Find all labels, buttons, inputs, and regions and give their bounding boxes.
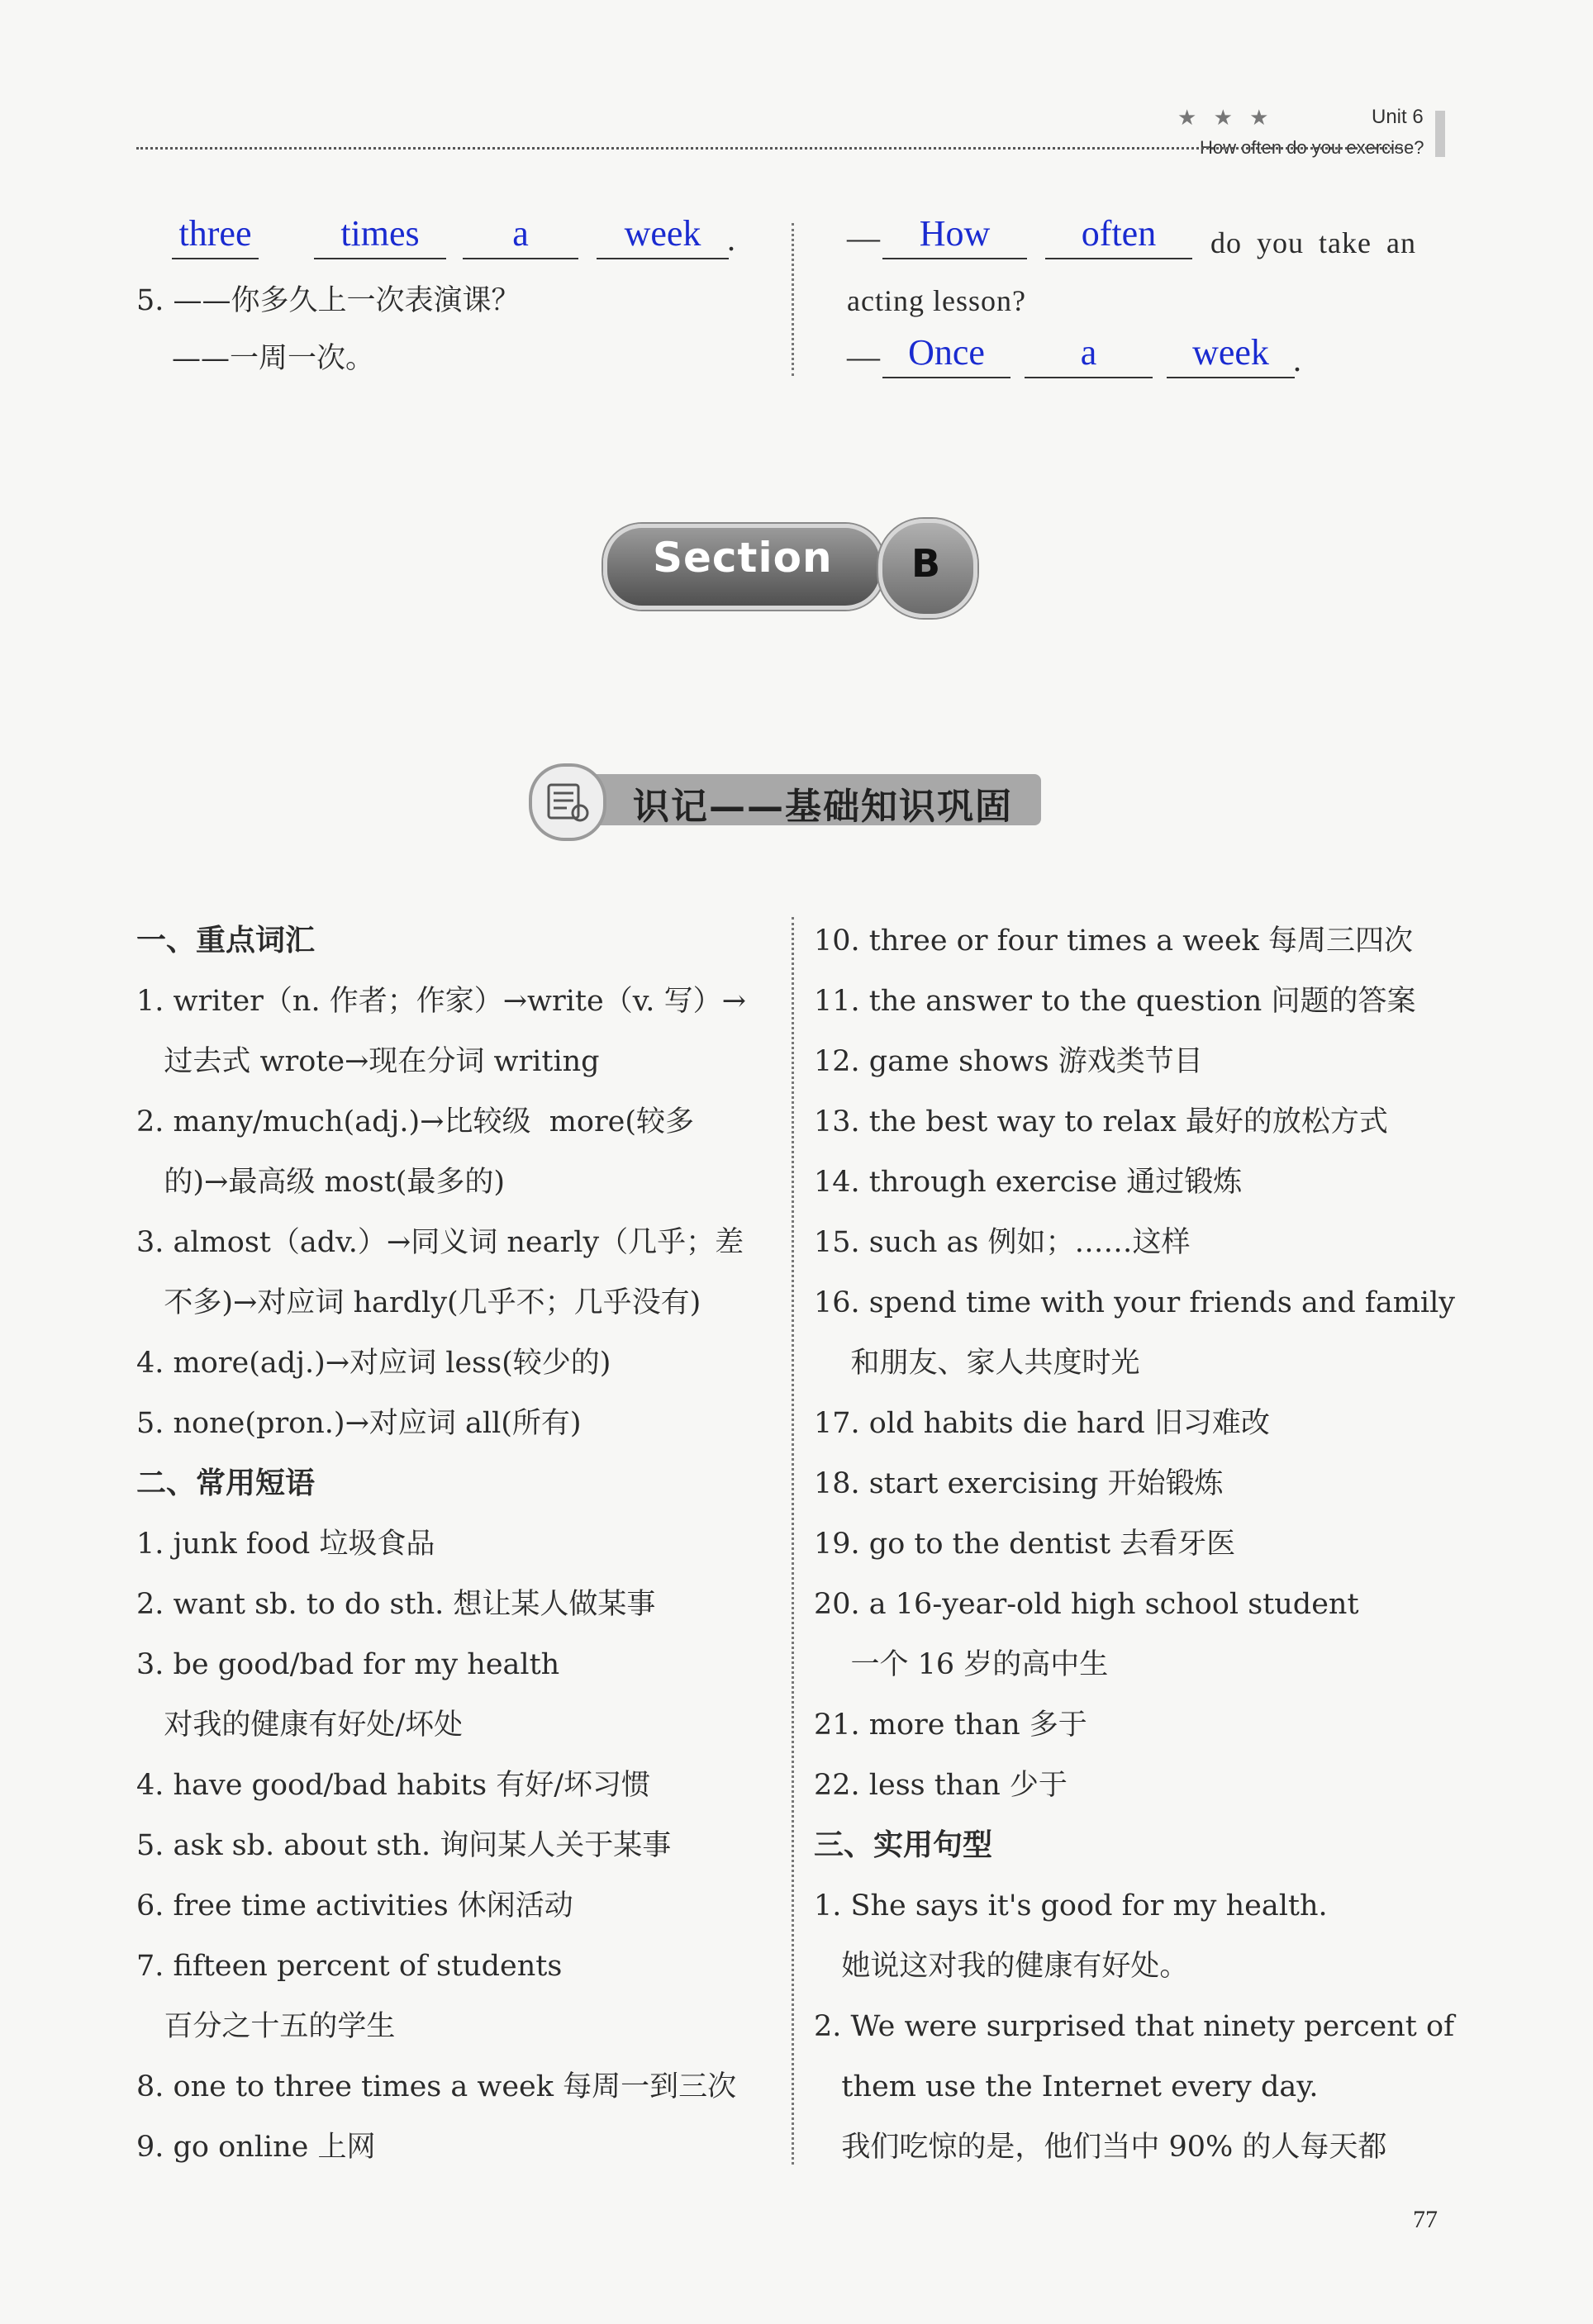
list-item: 的)→最高级 most(最多的)	[136, 1166, 506, 1199]
list-item: 14. through exercise 通过锻炼	[814, 1166, 1243, 1199]
section-heading: 二、常用短语	[136, 1466, 316, 1500]
list-item: 1. junk food 垃圾食品	[136, 1528, 435, 1561]
page-number: 77	[1413, 2206, 1438, 2233]
list-item: 一个 16 岁的高中生	[814, 1648, 1109, 1681]
list-item: 12. game shows 游戏类节目	[814, 1045, 1203, 1078]
answer-blank: Once	[882, 329, 1010, 378]
answer-5-cn: ——一周一次。	[172, 342, 375, 375]
list-item: 过去式 wrote→现在分词 writing	[136, 1045, 600, 1078]
list-item: 2. We were surprised that ninety percent of	[814, 2010, 1455, 2043]
period: .	[727, 221, 736, 258]
header-subtitle: How often do you exercise?	[1200, 137, 1424, 158]
list-item: 5. none(pron.)→对应词 all(所有)	[136, 1407, 582, 1440]
answer-blank: How	[882, 210, 1027, 259]
list-item: 15. such as 例如；……这样	[814, 1226, 1191, 1259]
dash: —	[847, 338, 881, 375]
question-right-text: do you take an	[1210, 226, 1416, 259]
list-item: 18. start exercising 开始锻炼	[814, 1467, 1224, 1500]
list-item: 20. a 16-year-old high school student	[814, 1588, 1359, 1621]
section-label: Section	[653, 534, 833, 582]
header-divider	[136, 147, 1407, 150]
list-item: 对我的健康有好处/坏处	[136, 1709, 464, 1742]
list-item: 4. have good/bad habits 有好/坏习惯	[136, 1769, 651, 1802]
sub-banner-title: 识记——基础知识巩固	[633, 786, 1013, 828]
list-item: 我们吃惊的是，他们当中 90% 的人每天都	[814, 2131, 1387, 2164]
list-item: 7. fifteen percent of students	[136, 1950, 563, 1983]
list-item: 1. She says it's good for my health.	[814, 1889, 1328, 1922]
list-item: 16. spend time with your friends and family	[814, 1286, 1456, 1319]
notebook-icon	[529, 763, 606, 841]
question-5-cn: 5. ——你多久上一次表演课？	[136, 284, 521, 317]
list-item: 不多)→对应词 hardly(几乎不；几乎没有)	[136, 1286, 701, 1319]
list-item: 3. almost（adv.）→同义词 nearly（几乎；差	[136, 1226, 744, 1259]
list-item: 10. three or four times a week 每周三四次	[814, 924, 1413, 958]
list-item: 19. go to the dentist 去看牙医	[814, 1528, 1236, 1561]
list-item: 2. want sb. to do sth. 想让某人做某事	[136, 1588, 656, 1621]
list-item: 21. more than 多于	[814, 1709, 1087, 1742]
column-divider	[792, 223, 794, 376]
column-divider	[792, 917, 794, 2165]
list-item: 22. less than 少于	[814, 1769, 1068, 1802]
answer-blank: a	[463, 210, 578, 259]
header-side-bar	[1435, 111, 1445, 157]
answer-blank: times	[314, 210, 446, 259]
list-item: 2. many/much(adj.)→比较级 more(较多	[136, 1105, 695, 1138]
question-right-text-2: acting lesson?	[847, 284, 1026, 317]
list-item: 9. go online 上网	[136, 2131, 376, 2164]
list-item: 6. free time activities 休闲活动	[136, 1889, 573, 1922]
list-item: 13. the best way to relax 最好的放松方式	[814, 1105, 1388, 1138]
section-letter: B	[911, 541, 941, 586]
answer-blank: week	[597, 210, 729, 259]
list-item: 17. old habits die hard 旧习难改	[814, 1407, 1270, 1440]
answer-blank: often	[1045, 210, 1192, 259]
list-item: them use the Internet every day.	[814, 2070, 1319, 2103]
answer-blank: a	[1025, 329, 1153, 378]
section-heading: 一、重点词汇	[136, 924, 316, 958]
section-heading: 三、实用句型	[814, 1828, 993, 1862]
list-item: 8. one to three times a week 每周一到三次	[136, 2070, 737, 2103]
header-stars-icon: ★ ★ ★	[1177, 106, 1274, 131]
list-item: 11. the answer to the question 问题的答案	[814, 985, 1416, 1018]
header-unit: Unit 6	[1372, 106, 1424, 128]
list-item: 5. ask sb. about sth. 询问某人关于某事	[136, 1829, 672, 1862]
answer-blank: three	[172, 210, 259, 259]
dash: —	[847, 219, 881, 256]
list-item: 百分之十五的学生	[136, 2010, 396, 2043]
list-item: 她说这对我的健康有好处。	[814, 1950, 1189, 1983]
answer-blank: week	[1167, 329, 1295, 378]
list-item: 1. writer（n. 作者；作家）→write（v. 写）→	[136, 985, 746, 1018]
list-item: 和朋友、家人共度时光	[814, 1347, 1140, 1380]
period: .	[1293, 341, 1302, 378]
list-item: 4. more(adj.)→对应词 less(较少的)	[136, 1347, 611, 1380]
list-item: 3. be good/bad for my health	[136, 1648, 560, 1681]
